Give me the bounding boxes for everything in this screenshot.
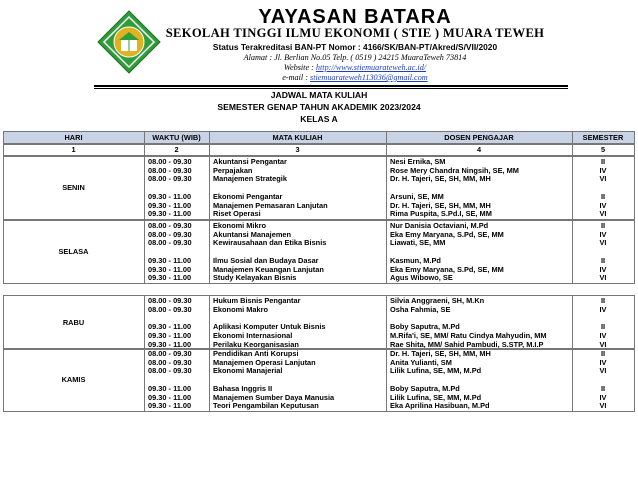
lecturer-cell: Eka Emy Maryana, S.Pd, SE, MM [390,229,504,239]
table-header-cell: MATA KULIAH [272,133,323,142]
table-column-rule [386,131,387,156]
lecturer-cell: Lilik Lufina, SE, MM, M.Pd [390,392,482,402]
header-rule [3,143,634,144]
table-column-rule [634,131,635,156]
day-block-bottom-rule [3,283,634,284]
time-cell: 08.00 - 09.30 [148,238,192,248]
semester-cell: VI [599,238,607,248]
lecturer-cell: Boby Saputra, M.Pd [390,383,460,393]
lecturer-cell: Dr. H. Tajeri, SE, SH, MM, MH [390,200,491,210]
email-line [160,73,550,82]
time-cell: 08.00 - 09.30 [148,304,192,314]
time-cell: 09.30 - 11.00 [148,392,192,402]
table-column-rule [3,295,4,350]
table-column-rule [386,348,387,412]
semester-cell: IV [599,200,607,210]
lecturer-cell: Rae Shita, MM/ Sahid Pambudi, S.STP, M.I.P [390,339,544,349]
lecturer-cell: Boby Saputra, M.Pd [390,322,460,332]
table-column-rule [3,220,4,284]
lecturer-cell: M.Rifa'i, SE, MM/ Ratu Cindya Mahyudin, MM [390,330,547,340]
email-label: e-mail : [282,73,308,82]
course-cell: Ilmu Sosial dan Budaya Dasar [213,255,319,265]
course-cell: Riset Operasi [213,209,261,219]
time-cell: 09.30 - 11.00 [148,264,192,274]
day-block-top-rule [3,156,634,157]
table-column-rule [209,295,210,350]
course-cell: Aplikasi Komputer Untuk Bisnis [213,322,326,332]
email-link[interactable]: stiemuarateweh113036@gmail.com [310,73,428,82]
semester-cell: VI [599,401,607,411]
accreditation-status: Status Terakreditasi BAN-PT Nomor : 4166/SK/BAN-PT/Akred/S/VII/2020 [212,42,498,52]
table-column-rule [386,295,387,350]
semester-cell: II [600,157,606,166]
course-cell: Kewirausahaan dan Etika Bisnis [213,238,327,248]
table-header-cell: DOSEN PENGAJAR [444,133,514,142]
letterhead-rule-thick [94,85,568,87]
lecturer-cell: Anita Yulianti, SM [390,357,452,367]
class-title: KELAS A [300,114,338,124]
semester-cell: VI [599,273,607,283]
course-cell: Pendidikan Anti Korupsi [213,349,299,358]
semester-cell: IV [599,392,607,402]
lecturer-cell: Rose Mery Chandra Ningsih, SE, MM [390,165,519,175]
table-header-cell: SEMESTER [582,133,624,142]
lecturer-cell: Arsuni, SE, MM [390,191,444,201]
time-cell: 08.00 - 09.30 [148,221,192,230]
semester-cell: II [600,255,606,265]
course-cell: Ekonomi Manajerial [213,366,283,376]
table-header-cell: HARI [64,133,83,142]
time-cell: 08.00 - 09.30 [148,349,192,358]
time-cell: 08.00 - 09.30 [148,296,192,305]
table-column-rule [209,131,210,156]
semester-title: SEMESTER GENAP TAHUN AKADEMIK 2023/2024 [217,102,421,112]
lecturer-cell: Rima Puspita, S.Pd.I, SE, MM [390,209,492,219]
school-name: SEKOLAH TINGGI ILMU EKONOMI ( STIE ) MUARA TEWEH [165,26,545,40]
lecturer-cell: Dr. H. Tajeri, SE, SH, MM, MH [390,349,491,358]
table-header-cell: WAKTU (WIB) [152,133,201,142]
course-cell: Ekonomi Makro [213,304,269,314]
semester-cell: IV [599,229,607,239]
course-cell: Bahasa Inggris II [213,383,273,393]
lecturer-cell: Dr. H. Tajeri, SE, SH, MM, MH [390,174,491,184]
course-cell: Hukum Bisnis Pengantar [213,296,301,305]
day-block-top-rule [3,295,634,296]
website-line [160,63,550,72]
course-cell: Ekonomi Internasional [213,330,293,340]
time-cell: 09.30 - 11.00 [148,322,192,332]
time-cell: 08.00 - 09.30 [148,229,192,239]
time-cell: 09.30 - 11.00 [148,191,192,201]
day-cell: SENIN [62,182,85,192]
column-number-cell: 3 [295,145,300,154]
table-column-rule [634,295,635,350]
table-column-rule [572,295,573,350]
lecturer-cell: Liawati, SE, MM [390,238,446,248]
semester-cell: VI [599,366,607,376]
table-column-rule [634,156,635,220]
course-cell: Ekonomi Pengantar [213,191,283,201]
table-column-rule [3,131,4,156]
semester-cell: IV [599,264,607,274]
table-column-rule [209,220,210,284]
table-column-rule [386,156,387,220]
time-cell: 08.00 - 09.30 [148,366,192,376]
course-cell: Perilaku Keorganisasian [213,339,299,349]
lecturer-cell: Kasmun, M.Pd [390,255,441,265]
table-column-rule [386,220,387,284]
website-link[interactable]: http://www.stiemuarateweh.ac.id/ [315,63,427,72]
time-cell: 08.00 - 09.30 [148,357,192,367]
time-cell: 08.00 - 09.30 [148,174,192,184]
semester-cell: II [600,191,606,201]
course-cell: Manajemen Keuangan Lanjutan [213,264,324,274]
table-column-rule [3,156,4,220]
semester-cell: II [600,221,606,230]
day-cell: SELASA [58,246,89,256]
table-column-rule [3,348,4,412]
lecturer-cell: Osha Fahmia, SE [390,304,451,314]
time-cell: 08.00 - 09.30 [148,165,192,175]
semester-cell: IV [599,357,607,367]
table-column-rule [634,220,635,284]
table-column-rule [572,220,573,284]
lecturer-cell: Agus Wibowo, SE [390,273,453,283]
course-cell: Akuntansi Pengantar [213,157,287,166]
course-cell: Study Kelayakan Bisnis [213,273,297,283]
table-column-rule [572,348,573,412]
time-cell: 08.00 - 09.30 [148,157,192,166]
lecturer-cell: Nesi Ernika, SM [390,157,446,166]
lecturer-cell: Eka Emy Maryana, S.Pd, SE, MM [390,264,504,274]
table-column-rule [209,348,210,412]
table-column-rule [144,295,145,350]
time-cell: 09.30 - 11.00 [148,383,192,393]
table-column-rule [634,348,635,412]
time-cell: 09.30 - 11.00 [148,273,192,283]
course-cell: Ekonomi Mikro [213,221,266,230]
day-block-top-rule [3,348,634,349]
course-cell: Akuntansi Manajemen [213,229,292,239]
course-cell: Perpajakan [213,165,253,175]
document-title: JADWAL MATA KULIAH [270,90,368,100]
day-block-top-rule [3,220,634,221]
website-label: Website : [283,63,314,72]
course-cell: Teori Pengambilan Keputusan [213,401,319,411]
table-column-rule [144,131,145,156]
lecturer-cell: Lilik Lufina, SE, MM, M.Pd [390,366,482,376]
foundation-name: YAYASAN BATARA [258,6,452,28]
time-cell: 09.30 - 11.00 [148,200,192,210]
day-block-bottom-rule [3,349,634,350]
time-cell: 09.30 - 11.00 [148,255,192,265]
table-column-rule [144,156,145,220]
college-logo [97,10,161,74]
course-cell: Manajemen Strategik [213,174,287,184]
column-number-cell: 4 [476,145,482,154]
table-column-rule [144,220,145,284]
course-cell: Manajemen Pemasaran Lanjutan [213,200,328,210]
day-block-bottom-rule [3,411,634,412]
course-cell: Manajemen Operasi Lanjutan [213,357,316,367]
semester-cell: VI [599,209,607,219]
column-number-cell: 2 [174,145,179,154]
course-cell: Manajemen Sumber Daya Manusia [213,392,335,402]
table-column-rule [572,156,573,220]
table-column-rule [572,131,573,156]
lecturer-cell: Eka Aprilina Hasibuan, M.Pd [390,401,490,411]
lecturer-cell: Nur Danisia Octaviani, M.Pd [390,221,489,230]
semester-cell: II [600,322,606,332]
semester-cell: VI [599,339,607,349]
semester-cell: IV [599,330,607,340]
semester-cell: II [600,349,606,358]
time-cell: 09.30 - 11.00 [148,339,192,349]
day-cell: RABU [62,317,85,327]
letterhead-rule-thin [94,88,568,89]
table-column-rule [209,156,210,220]
day-cell: KAMIS [61,374,86,384]
column-number-cell: 5 [600,145,606,154]
semester-cell: II [600,383,606,393]
time-cell: 09.30 - 11.00 [148,209,192,219]
semester-cell: VI [599,174,607,184]
semester-cell: IV [599,304,607,314]
column-number-cell: 1 [71,145,76,154]
table-column-rule [144,348,145,412]
semester-cell: II [600,296,606,305]
address: Alamat : Jl. Berlian No.05 Telp. ( 0519 ) 24215 MuaraTeweh 73814 [243,53,467,62]
time-cell: 09.30 - 11.00 [148,401,192,411]
lecturer-cell: Silvia Anggraeni, SH, M.Kn [390,296,485,305]
semester-cell: IV [599,165,607,175]
time-cell: 09.30 - 11.00 [148,330,192,340]
